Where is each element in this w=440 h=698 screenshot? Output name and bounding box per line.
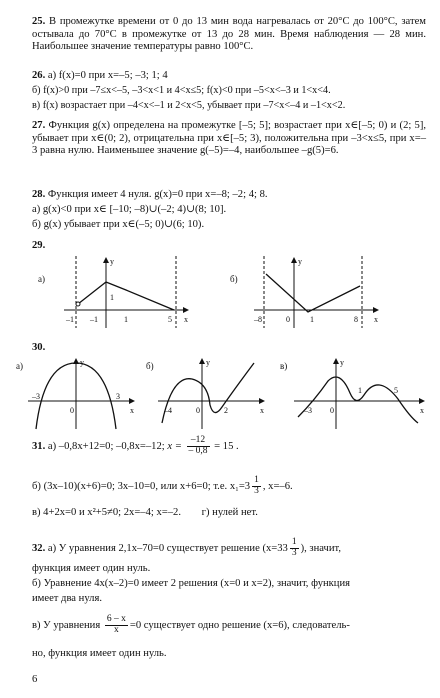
problem-31-number: 31. (32, 440, 46, 452)
graph-30v-tick-1: –3 (304, 406, 312, 415)
graph-30v-tick-2: 0 (330, 406, 334, 415)
graph-29a-tick-2: –1 (90, 315, 98, 324)
problem-31-a-fraction (187, 436, 210, 457)
problem-26-v: в) f(x) возрастает при –4<x<–1 и 2<x<5, убывает при –7<x<–4 и –1<x<2. (32, 100, 346, 111)
graph-29a-curve (78, 282, 174, 310)
problem-31-line-v (32, 507, 258, 520)
graph-30a-tick-2: 0 (70, 406, 74, 415)
problem-31-b-pre: б) (3x–10)(x+6)=0; 3x–10=0, или x+6=0; т.е. x₁=3 (32, 480, 251, 492)
graph-30v-x-label: x (420, 406, 424, 415)
problem-32-a-post: ), значит, (300, 542, 342, 554)
graph-30a-tick-3: 3 (116, 392, 120, 401)
problem-28-l1: Функция имеет 4 нуля. g(x)=0 при x=–8; –2; 4; 8. (47, 189, 268, 200)
problem-31-line-b (32, 476, 293, 497)
graph-29b-x-label: x (374, 315, 378, 324)
graph-30b-x-label: x (260, 406, 264, 415)
graph-30b-tick-2: 0 (196, 406, 200, 415)
problem-28-number: 28. (32, 189, 46, 200)
problem-30-graphs (14, 355, 430, 431)
problem-32-v-pre: в) У уравнения (32, 619, 101, 631)
problem-31-b-post: , x=–6. (262, 480, 293, 492)
problem-32-a-fraction (290, 538, 299, 559)
problem-32-v-fraction (105, 615, 128, 636)
problem-32-v-post: =0 существует одно решение (x=6), следователь- (129, 619, 350, 631)
problem-27 (32, 120, 426, 158)
graph-29a-tick-3: 1 (124, 315, 128, 324)
problem-32-a-pre: а) У уравнения 2,1x–70=0 существует решение (x=33 (47, 542, 288, 554)
problem-25-text: В промежутке времени от 0 до 13 мин вода нагревалась от 20°С до 100°С, затем остывала до 70°С в промежутке от 13 до 28 мин. Время наблюдения — 28 мин. Наибольшее значение температуры равно 100°С. (32, 16, 426, 53)
problem-28-line-1 (32, 189, 268, 202)
graph-29a-x-label: x (184, 315, 188, 324)
problem-27-number: 27. (32, 120, 46, 131)
problem-32-a2: функция имеет один нуль. (32, 563, 151, 574)
graph-29b-tick-4: 8 (354, 315, 358, 324)
problem-31-a-denominator: – 0,8 (188, 445, 208, 456)
graph-29a-tick-4: 5 (168, 315, 172, 324)
graph-29b-tick-3: 1 (310, 315, 314, 324)
problem-32-line-v (32, 615, 350, 636)
graph-30a-label: а) (16, 361, 23, 371)
problem-32-b1: б) Уравнение 4x(x–2)=0 имеет 2 решения (x=0 и x=2), значит, функция (32, 578, 351, 589)
page-number: 6 (32, 674, 38, 685)
problem-32-a-denominator: 3 (291, 547, 297, 558)
graph-30v-tick-4: 5 (394, 386, 398, 395)
graph-30b-tick-3: 2 (224, 406, 228, 415)
graph-30v-label: в) (280, 361, 288, 371)
graph-30v-curve (298, 377, 418, 423)
graph-30v-tick-3: 1 (358, 386, 362, 395)
problem-32-v-numerator: 6 – x (106, 614, 126, 624)
problem-26-line-a (32, 70, 168, 83)
graph-30b-y-label: y (206, 358, 210, 367)
graph-29b-curve (266, 274, 360, 312)
problem-26-b: б) f(x)>0 при –7≤x<–5, –3<x<1 и 4<x≤5; f(x)<0 при –5<x<–3 и 1<x<4. (32, 85, 331, 96)
graph-29a-tick-1: –1 (66, 315, 74, 324)
problem-31-v: в) 4+2x=0 и x²+5≠0; 2x=–4; x=–2. (32, 507, 181, 518)
graph-30b (146, 358, 264, 429)
problem-32-b2: имеет два нуля. (32, 593, 102, 604)
graph-29b-tick-2: 0 (286, 315, 290, 324)
problem-31-a-numerator: –12 (187, 436, 210, 447)
graph-30b-tick-1: –4 (164, 406, 172, 415)
problem-32-v-denominator: x (114, 624, 119, 635)
problem-26-number: 26. (32, 70, 46, 81)
graph-29b-y-label: y (298, 257, 302, 266)
problem-28-l3: б) g(x) убывает при x∈(–5; 0)∪(6; 10). (32, 219, 205, 230)
problem-31-a-x: x = (167, 440, 182, 452)
problem-26-a: а) f(x)=0 при x=–5; –3; 1; 4 (47, 70, 168, 81)
problem-28-l2: а) g(x)<0 при x∈ [–10; –8)∪(–2; 4)∪(8; 10]. (32, 204, 227, 215)
graph-30a (16, 358, 134, 429)
graph-29b-label: б) (230, 274, 238, 284)
graph-29a (38, 256, 188, 328)
graph-29b-tick-1: –8 (254, 315, 262, 324)
problem-31-g: г) нулей нет. (201, 507, 258, 518)
problem-30-number: 30. (32, 342, 46, 353)
problem-31-a-pre: а) –0,8x+12=0; –0,8x=–12; (47, 440, 165, 452)
problem-29-graphs (28, 252, 428, 332)
problem-32-number: 32. (32, 542, 46, 554)
graph-29a-label: а) (38, 274, 45, 284)
graph-30b-curve (162, 363, 254, 423)
problem-31-b-numerator: 1 (254, 475, 259, 485)
problem-29-number: 29. (32, 240, 46, 251)
graph-30v (280, 358, 424, 429)
graph-29a-open-point (76, 302, 80, 306)
graph-30a-x-label: x (130, 406, 134, 415)
problem-32-a-numerator: 1 (291, 537, 297, 547)
problem-31-b-fraction (252, 476, 261, 497)
problem-31-line-a (32, 436, 239, 457)
graph-29a-y-label: y (110, 257, 114, 266)
graph-30a-tick-1: –3 (32, 392, 40, 401)
problem-25 (32, 16, 426, 54)
problem-25-number: 25. (32, 16, 46, 27)
graph-30v-y-label: y (340, 358, 344, 367)
problem-31-b-denominator: 3 (254, 485, 259, 496)
problem-27-text: Функция g(x) определена на промежутке [–5; 5]; возрастает при x∈[–5; 0) и (2; 5], убывает при x∈(0; 2), отрицательна при x∈[–5; 3), положительна при –3<x≤5, при x=–3 равна нулю. Наименьшее значение g(–5)=–4, наибольшее –g(5)=6. (32, 120, 427, 157)
graph-30b-label: б) (146, 361, 154, 371)
problem-32-v2: но, функция имеет один нуль. (32, 648, 167, 659)
graph-29a-y-tick: 1 (110, 293, 114, 302)
problem-31-a-result: = 15 . (214, 440, 239, 452)
graph-29b (230, 256, 378, 328)
problem-32-line-a (32, 538, 341, 559)
graph-30a-y-label: y (80, 358, 84, 367)
